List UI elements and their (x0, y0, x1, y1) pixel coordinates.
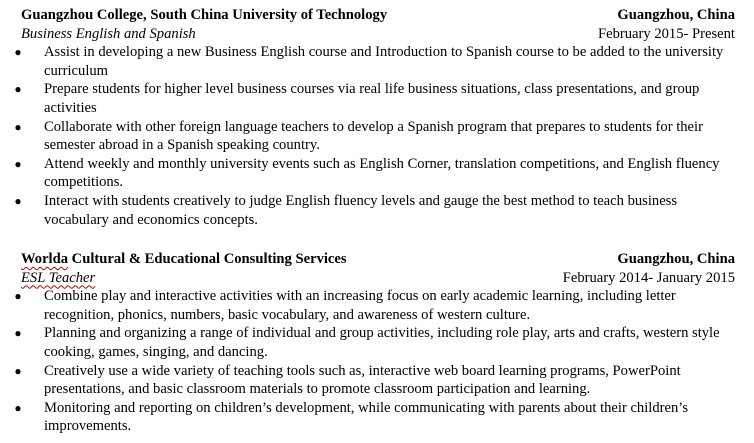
list-item: ● Interact with students creatively to judge English fluency levels and gauge the best method to teach business vocabulary and economics concepts. (21, 192, 735, 229)
list-item: ● Attend weekly and monthly university events such as English Corner, translation competitions, and English fluency competitions. (21, 155, 735, 192)
job-role: Business English and Spanish (21, 25, 196, 42)
bullet-icon: ● (14, 326, 22, 341)
organization-name: Worlda Cultural & Educational Consulting Services (21, 251, 347, 267)
job-duties-list (14, 43, 735, 229)
job-duties-list (14, 287, 735, 436)
list-item: ● Assist in developing a new Business English course and Introduction to Spanish course to be added to the university curriculum (21, 43, 735, 80)
job-entry (14, 250, 735, 436)
bullet-icon: ● (14, 119, 22, 134)
job-header-row (21, 6, 735, 25)
bullet-icon: ● (14, 363, 22, 378)
job-location: Guangzhou, China (617, 251, 735, 267)
job-role: ESL Teacher (21, 269, 96, 286)
list-item: ● Combine play and interactive activities with an increasing focus on early academic learning, including letter recognition, phonics, numbers, basic vocabulary, and awareness of western culture. (21, 287, 735, 324)
bullet-icon: ● (14, 193, 22, 208)
job-subheader-row (21, 25, 735, 44)
job-location: Guangzhou, China (617, 7, 735, 23)
list-item: ● Monitoring and reporting on children’s development, while communicating with parents about their children’s improvements. (21, 399, 735, 436)
job-dates: February 2014- January 2015 (562, 269, 735, 286)
bullet-icon: ● (14, 156, 22, 171)
job-header-row (21, 250, 735, 269)
job-subheader-row (21, 269, 735, 288)
bullet-icon: ● (14, 400, 22, 415)
list-item: ● Prepare students for higher level business courses via real life business situations, class presentations, and group activities (21, 80, 735, 117)
job-dates: February 2015- Present (598, 25, 735, 42)
job-entry (14, 6, 735, 229)
bullet-icon: ● (14, 289, 22, 304)
list-item: ● Collaborate with other foreign language teachers to develop a Spanish program that prepares to students for their semester abroad in a Spanish speaking country. (21, 118, 735, 155)
list-item: ● Planning and organizing a range of individual and group activities, including role play, arts and crafts, western style cooking, games, singing, and dancing. (21, 324, 735, 361)
bullet-icon: ● (14, 45, 22, 60)
list-item: ● Creatively use a wide variety of teaching tools such as, interactive web board learning programs, PowerPoint presentations, and basic classroom materials to promote classroom participation and learning. (21, 362, 735, 399)
organization-name: Guangzhou College, South China University of Technology (21, 7, 388, 23)
bullet-icon: ● (14, 82, 22, 97)
